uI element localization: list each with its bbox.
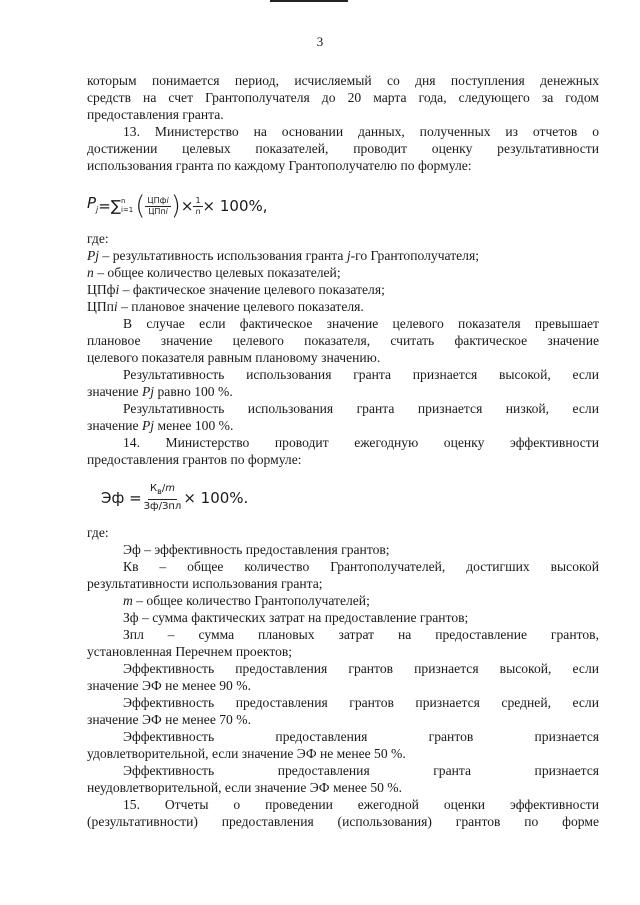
text-line: целевого показателя равным плановому значению. — [87, 350, 381, 365]
text-line: Эффективность предоставления грантов признается высокой, если — [123, 661, 599, 676]
definition-m: m – общее количество Грантополучателей; — [123, 593, 370, 608]
definition-pj: Pj – результативность использования гранта j-го Грантополучателя; — [87, 248, 479, 263]
text-line: где: — [87, 231, 109, 246]
paragraph-14-line: предоставления грантов по формуле: — [87, 452, 302, 467]
definition-kv: результативности использования гранта; — [87, 576, 323, 591]
definition-zpl: установленная Перечнем проектов; — [87, 644, 293, 659]
definition-ef: Эф – эффективность предоставления грантов; — [123, 542, 390, 557]
text-line: Результативность использования гранта признается низкой, если — [123, 401, 599, 416]
definition-zpl: Зпл – сумма плановых затрат на предоставление грантов, — [123, 627, 599, 642]
text-line: плановое значение целевого показателя, считать фактическое значение — [87, 333, 599, 348]
text-line: которым понимается период, исчисляемый со дня поступления денежных — [87, 73, 599, 88]
fraction-cp: $\frac{\text{ЦПфi}}{\text{ЦПпi}}$ — [147, 195, 169, 216]
document-body — [87, 72, 599, 830]
text-line: Эффективность предоставления грантов признается средней, если — [123, 695, 599, 710]
top-edge-line — [270, 0, 348, 2]
text-line: значение Pj менее 100 %. — [87, 418, 234, 433]
page-number: 3 — [316, 34, 324, 49]
paragraph-13-line: 13. Министерство на основании данных, полученных из отчетов о — [123, 124, 599, 139]
definition-cpp: ЦПпi – плановое значение целевого показателя. — [87, 299, 364, 314]
paragraph-13-line: достижении целевых показателей, проводит оценку результативности — [87, 141, 599, 156]
text-line: неудовлетворительной, если значение ЭФ менее 50 %. — [87, 780, 403, 795]
text-line: Эффективность предоставления гранта признается — [123, 763, 599, 778]
text-line: где: — [87, 525, 109, 540]
sum-limits: n i=1 — [120, 197, 134, 214]
formula-efficiency: Эф = $\frac{К_в/m}{\text{Зф/Зпл}}$ × 100%. — [101, 483, 249, 512]
text-line: предоставления гранта. — [87, 107, 224, 122]
text-line: Эффективность предоставления грантов признается — [123, 729, 599, 744]
text-line: удовлетворительной, если значение ЭФ не менее 50 %. — [87, 746, 406, 761]
sum-sign: ∑ — [110, 196, 121, 215]
text-line: значение Pj равно 100 %. — [87, 384, 233, 399]
definition-n: n – общее количество целевых показателей; — [87, 265, 341, 280]
text-line: Результативность использования гранта признается высокой, если — [123, 367, 599, 382]
definition-cpf: ЦПфi – фактическое значение целевого показателя; — [87, 282, 385, 297]
fraction-efficiency: $\frac{К_в/m}{\text{Зф/Зпл}}$ — [143, 483, 182, 512]
paragraph-14-line: 14. Министерство проводит ежегодную оценку эффективности — [123, 435, 599, 450]
text-line: средств на счет Грантополучателя до 20 марта года, следующего за годом — [87, 90, 599, 105]
paragraph-15-line: (результативности) предоставления (использования) грантов по форме — [87, 814, 599, 829]
formula-result: $P_j$ = ∑ n i=1 ( $\frac{\text{ЦПфi}}{\text{ЦПпi}}$ ) × $\frac{1}{n}$ × 100%, — [87, 191, 268, 221]
paragraph-15-line: 15. Отчеты о проведении ежегодной оценки эффективности — [123, 797, 599, 812]
paragraph-13-line: использования гранта по каждому Грантополучателю по формуле: — [87, 158, 472, 173]
text-line: В случае если фактическое значение целевого показателя превышает — [123, 316, 599, 331]
definition-kv: Кв – общее количество Грантополучателей, достигших высокой — [123, 559, 599, 574]
text-line: значение ЭФ не менее 90 %. — [87, 678, 251, 693]
definition-zf: Зф – сумма фактических затрат на предоставление грантов; — [123, 610, 469, 625]
fraction-one-over-n: $\frac{1}{n}$ — [195, 195, 201, 216]
text-line: значение ЭФ не менее 70 %. — [87, 712, 251, 727]
